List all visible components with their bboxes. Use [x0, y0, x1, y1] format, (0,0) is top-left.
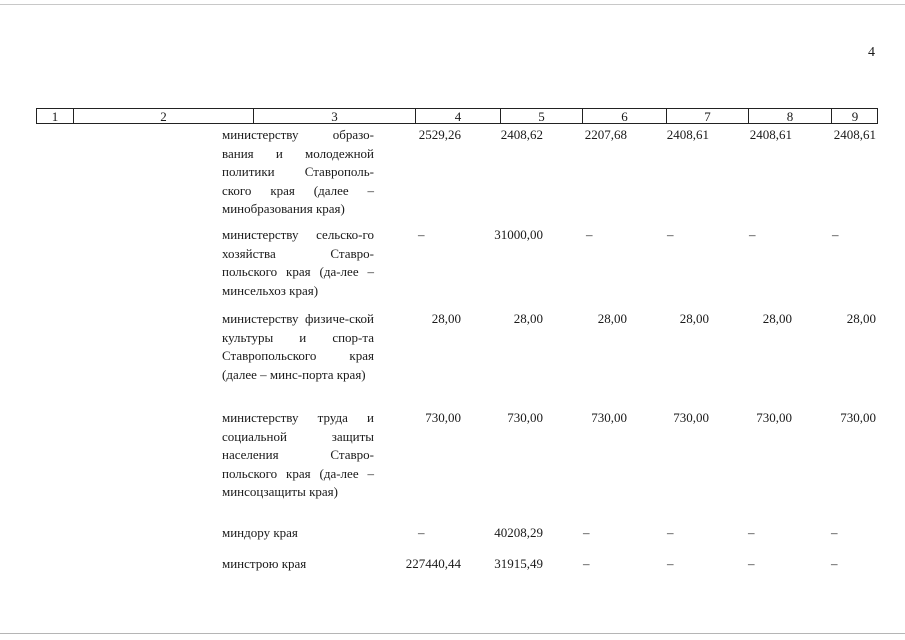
cell-col-9: –	[831, 525, 838, 540]
cell-col-4: –	[418, 227, 425, 242]
cell-col-4: 28,00	[431, 311, 461, 326]
row-name: министерству труда и социальной защиты населения Ставро-польского края (да-лее – минсоцзащиты края)	[222, 410, 374, 500]
header-col-8: 8	[749, 109, 832, 123]
header-col-6: 6	[583, 109, 667, 123]
header-col-7: 7	[667, 109, 749, 123]
row-name: миндору края	[222, 525, 298, 540]
cell-col-4: 730,00	[425, 410, 461, 425]
cell-col-9: 2408,61	[833, 127, 876, 142]
cell-col-8: –	[748, 525, 755, 540]
cell-col-7: –	[667, 556, 674, 571]
header-col-2: 2	[74, 109, 254, 123]
table-header-row	[36, 108, 878, 124]
cell-col-6: 2207,68	[584, 127, 627, 142]
cell-col-7: –	[667, 227, 674, 242]
row-name: минстрою края	[222, 556, 307, 571]
cell-col-9: –	[832, 227, 839, 242]
header-col-3: 3	[254, 109, 416, 123]
header-col-9: 9	[851, 109, 859, 124]
row-name: министерству сельско-го хозяйства Ставро-польского края (да-лее – минсельхоз края)	[222, 227, 374, 298]
scan-edge-top	[0, 4, 905, 5]
cell-col-6: 28,00	[597, 311, 627, 326]
cell-col-6: –	[583, 556, 590, 571]
cell-col-5: 31000,00	[494, 227, 543, 242]
cell-col-9: 28,00	[846, 311, 876, 326]
cell-col-8: 28,00	[762, 311, 792, 326]
cell-col-9: 730,00	[840, 410, 876, 425]
cell-col-7: 28,00	[679, 311, 709, 326]
scan-edge-bottom	[0, 633, 905, 634]
header-col-1: 1	[37, 109, 74, 123]
cell-col-6: –	[583, 525, 590, 540]
header-col-5: 5	[501, 109, 583, 123]
cell-col-5: 28,00	[513, 311, 543, 326]
cell-col-4: 2529,26	[418, 127, 461, 142]
cell-col-8: 730,00	[756, 410, 792, 425]
cell-col-7: 2408,61	[666, 127, 709, 142]
cell-col-8: –	[748, 556, 755, 571]
cell-col-5: 730,00	[507, 410, 543, 425]
cell-col-6: –	[586, 227, 593, 242]
cell-col-5: 31915,49	[494, 556, 543, 571]
cell-col-5: 40208,29	[494, 525, 543, 540]
cell-col-5: 2408,62	[500, 127, 543, 142]
row-name: министерству образо-вания и молодежной политики Ставрополь-ского края (далее – минобразования края)	[222, 127, 374, 217]
page-number: 4	[868, 45, 875, 60]
cell-col-7: –	[667, 525, 674, 540]
cell-col-4: –	[418, 525, 425, 540]
header-col-4: 4	[416, 109, 501, 123]
cell-col-6: 730,00	[591, 410, 627, 425]
cell-col-8: 2408,61	[749, 127, 792, 142]
cell-col-4: 227440,44	[405, 556, 461, 571]
cell-col-8: –	[749, 227, 756, 242]
row-name: министерству физиче-ской культуры и спор-та Ставропольского края (далее – минс-порта края)	[222, 311, 374, 382]
cell-col-7: 730,00	[673, 410, 709, 425]
cell-col-9: –	[831, 556, 838, 571]
